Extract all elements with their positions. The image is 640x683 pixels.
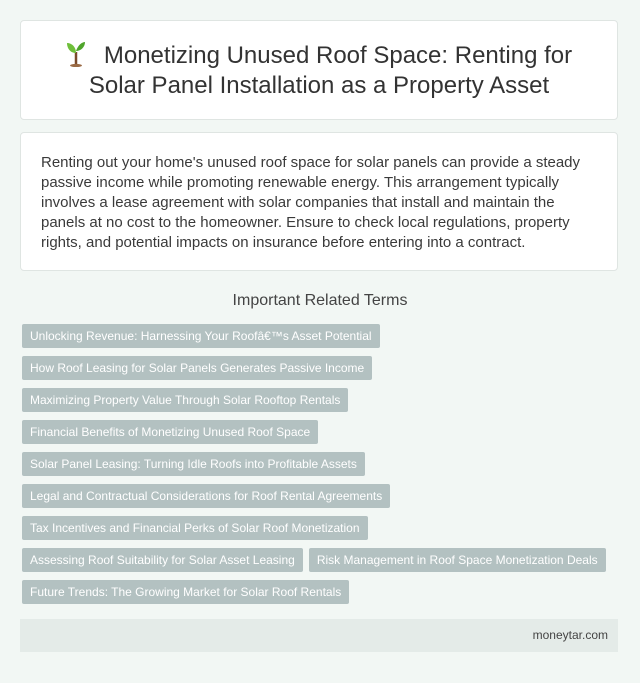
sprout-icon bbox=[66, 39, 86, 67]
related-term[interactable]: How Roof Leasing for Solar Panels Generates Passive Income bbox=[22, 356, 372, 380]
footer-site-name: moneytar.com bbox=[532, 628, 608, 642]
related-term[interactable]: Financial Benefits of Monetizing Unused Roof Space bbox=[22, 420, 318, 444]
related-term[interactable]: Maximizing Property Value Through Solar Rooftop Rentals bbox=[22, 388, 348, 412]
footer bbox=[20, 619, 618, 652]
related-term[interactable]: Unlocking Revenue: Harnessing Your Roofâ€™s Asset Potential bbox=[22, 324, 380, 348]
related-term[interactable]: Future Trends: The Growing Market for Solar Roof Rentals bbox=[22, 580, 349, 604]
page-title bbox=[49, 39, 589, 101]
intro-card bbox=[20, 132, 618, 271]
related-term[interactable]: Risk Management in Roof Space Monetization Deals bbox=[309, 548, 606, 572]
related-term[interactable]: Tax Incentives and Financial Perks of Solar Roof Monetization bbox=[22, 516, 368, 540]
intro-paragraph: Renting out your home's unused roof space for solar panels can provide a steady passive income while promoting renewable energy. This arrangement typically involves a lease agreement with solar companies that install and maintain the panels at no cost to the homeowner. Ensure to check local regulations, property rights, and potential impacts on insurance before entering into a contract. bbox=[41, 154, 581, 251]
related-term[interactable]: Legal and Contractual Considerations for Roof Rental Agreements bbox=[22, 484, 390, 508]
related-terms-list bbox=[22, 324, 622, 604]
related-term[interactable]: Solar Panel Leasing: Turning Idle Roofs into Profitable Assets bbox=[22, 452, 365, 476]
related-terms-heading: Important Related Terms bbox=[232, 292, 408, 309]
related-term[interactable]: Assessing Roof Suitability for Solar Asset Leasing bbox=[22, 548, 303, 572]
page-title-text: Monetizing Unused Roof Space: Renting for Solar Panel Installation as a Property Asset bbox=[88, 42, 573, 99]
title-card bbox=[20, 20, 618, 120]
